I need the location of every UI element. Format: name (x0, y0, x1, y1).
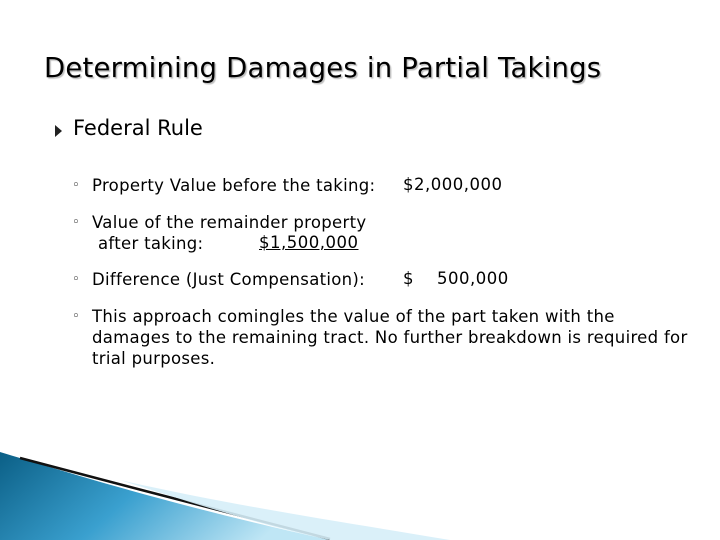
item-label-line2: after taking: (98, 234, 204, 253)
item-label: Difference (Just Compensation): (92, 270, 366, 289)
triangle-bullet-icon (55, 125, 62, 137)
item-paragraph: This approach comingles the value of the part taken with the damages to the remaining tract. No further breakdown is required for trial purposes. (92, 307, 688, 368)
slide-title: Determining Damages in Partial Takings (44, 52, 602, 84)
circle-bullet-icon: ◦ (72, 309, 80, 324)
circle-bullet-icon: ◦ (72, 178, 80, 193)
circle-bullet-icon: ◦ (72, 215, 80, 230)
circle-bullet-icon: ◦ (72, 272, 80, 287)
decorative-swoosh (0, 440, 720, 540)
item-value: $ 500,000 (403, 269, 509, 288)
item-value: $2,000,000 (403, 175, 503, 194)
item-label-line1: Value of the remainder property (92, 213, 367, 232)
level1-heading: Federal Rule (73, 116, 203, 140)
item-label: Property Value before the taking: (92, 176, 376, 195)
item-value: $1,500,000 (259, 233, 359, 252)
